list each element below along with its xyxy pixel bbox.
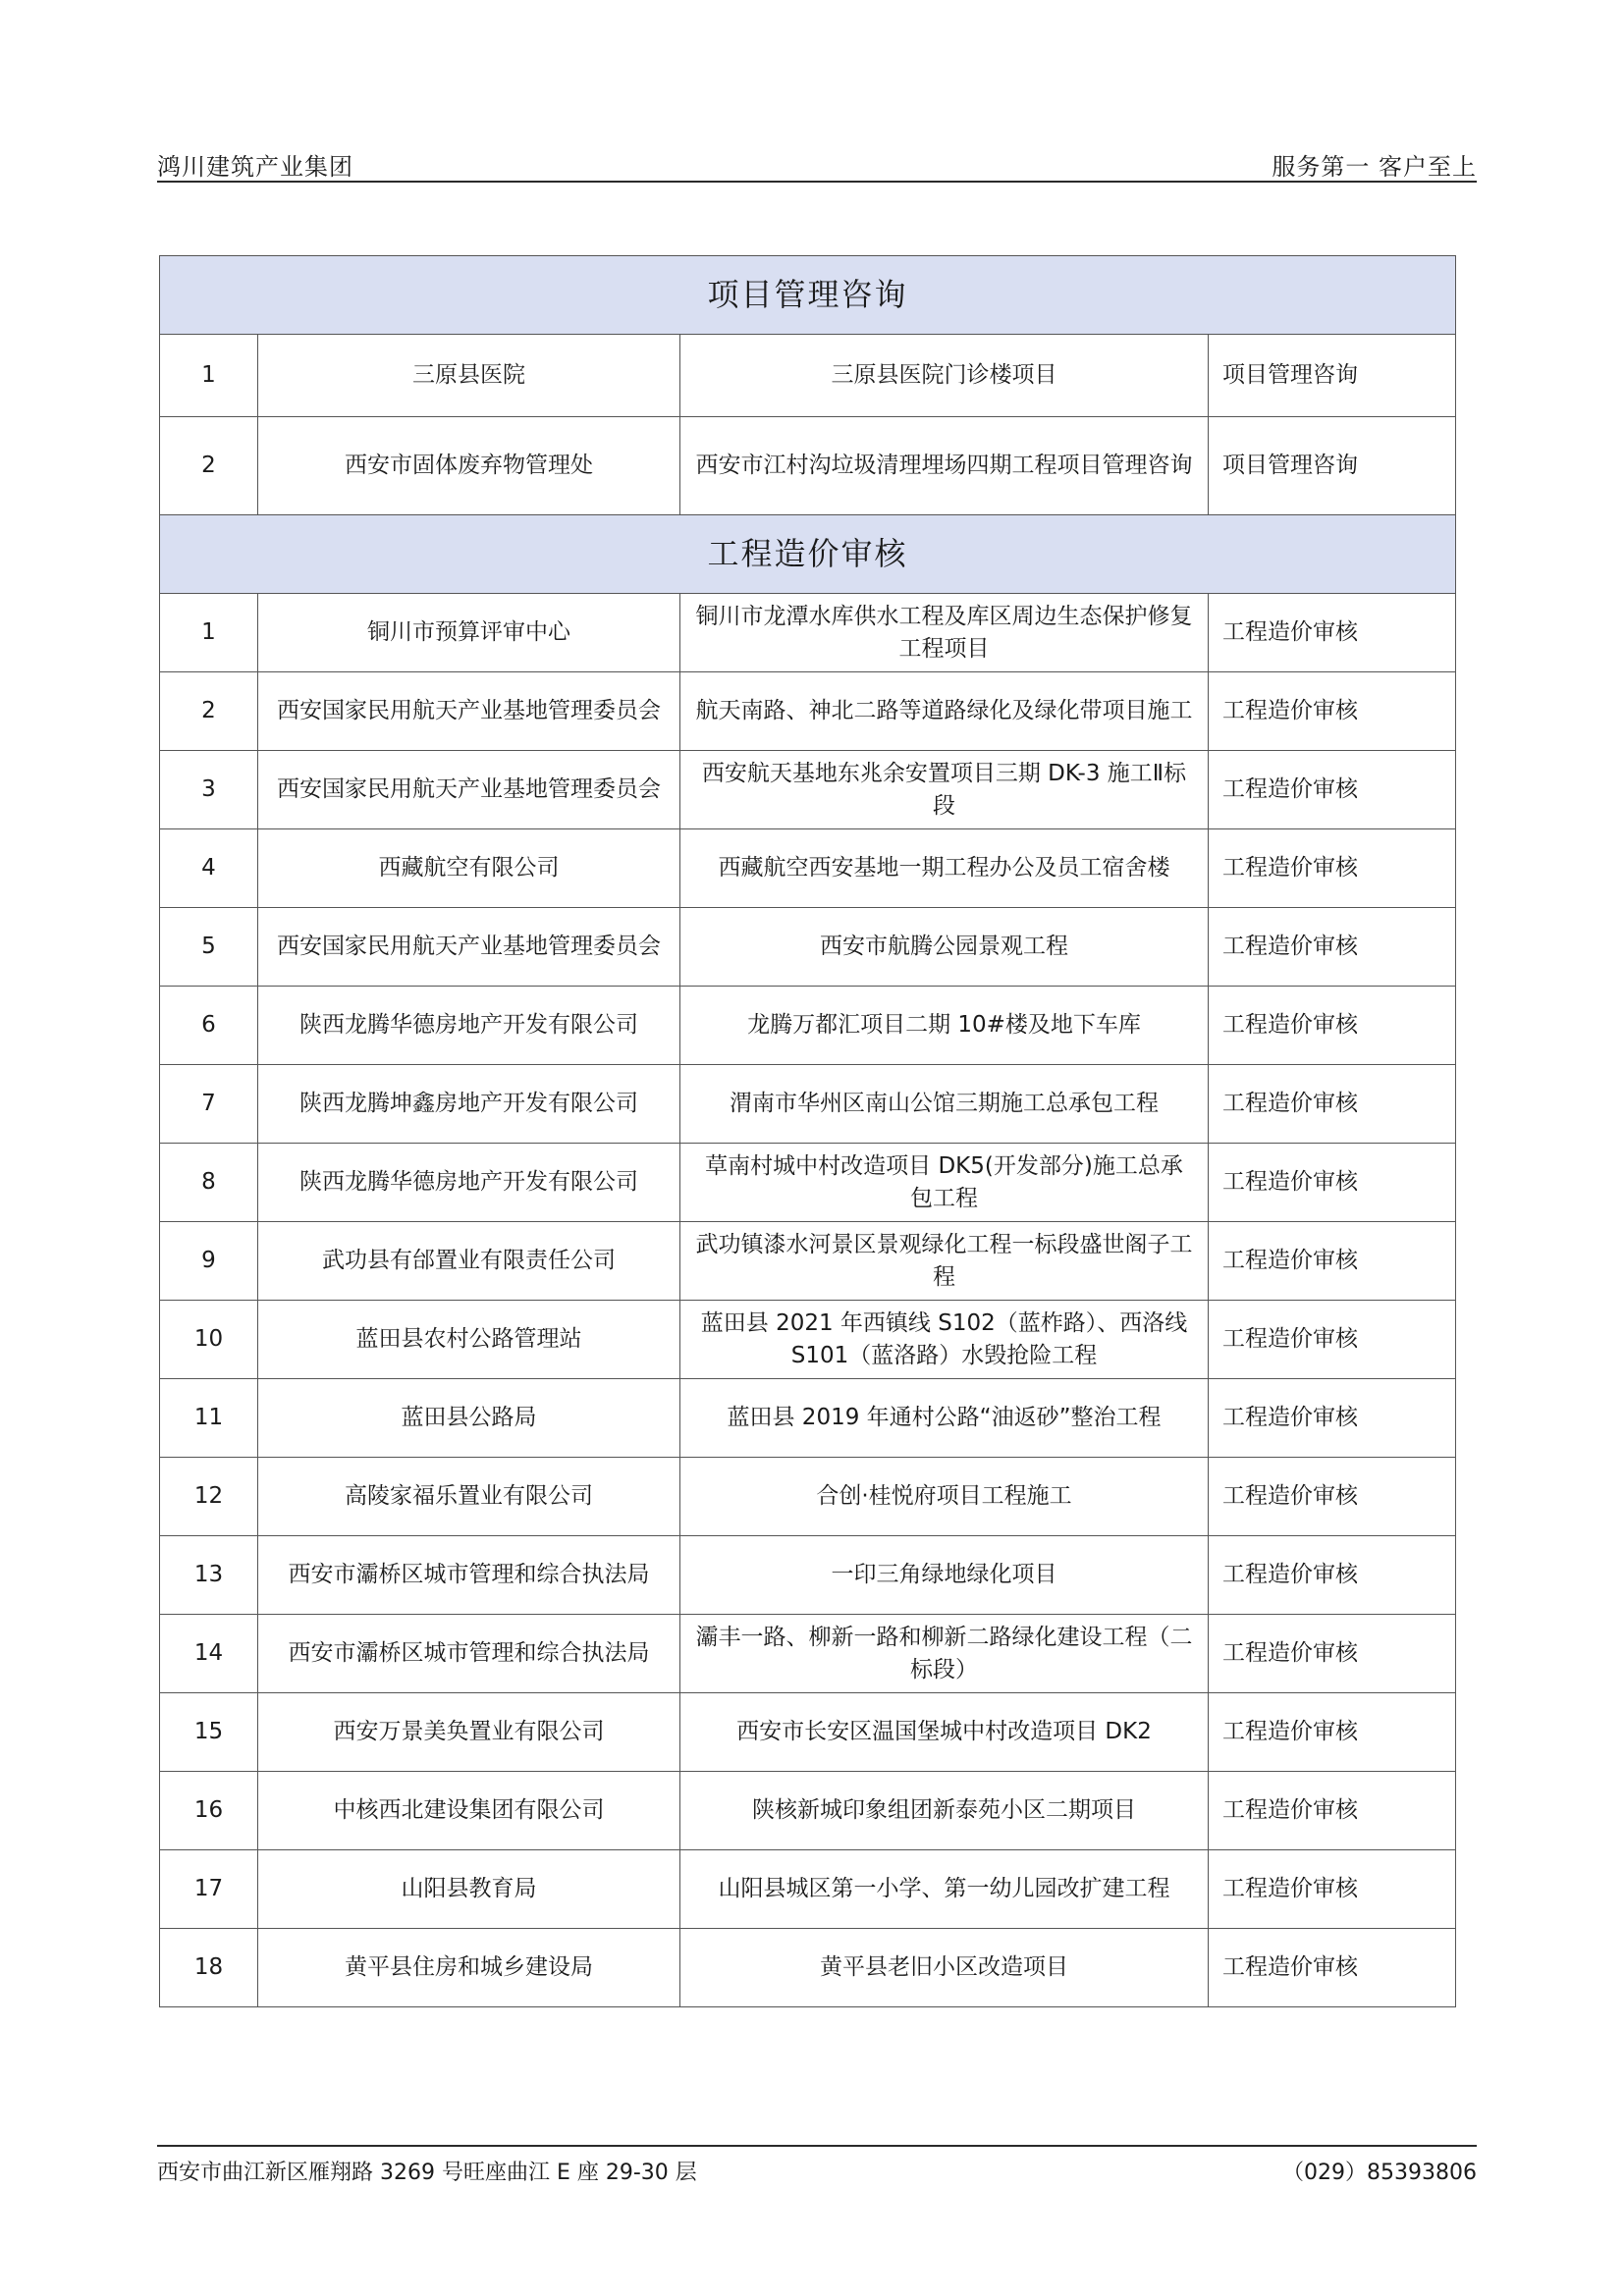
row-project: 蓝田县 2021 年西镇线 S102（蓝柞路）、西洛线 S101（蓝洛路）水毁抢险工程 xyxy=(680,1301,1209,1379)
table-row xyxy=(160,1772,1456,1850)
row-client: 西安国家民用航天产业基地管理委员会 xyxy=(258,672,680,751)
table-row xyxy=(160,1850,1456,1929)
row-number: 1 xyxy=(160,335,258,417)
row-client: 陕西龙腾华德房地产开发有限公司 xyxy=(258,987,680,1065)
row-number: 13 xyxy=(160,1536,258,1615)
row-client: 西安国家民用航天产业基地管理委员会 xyxy=(258,908,680,987)
row-service-type: 工程造价审核 xyxy=(1209,908,1456,987)
row-number: 2 xyxy=(160,672,258,751)
footer-phone: （029）85393806 xyxy=(1282,2161,1477,2185)
row-project: 山阳县城区第一小学、第一幼儿园改扩建工程 xyxy=(680,1850,1209,1929)
table-row xyxy=(160,908,1456,987)
row-number: 10 xyxy=(160,1301,258,1379)
row-client: 西藏航空有限公司 xyxy=(258,829,680,908)
row-project: 蓝田县 2019 年通村公路“油返砂”整治工程 xyxy=(680,1379,1209,1458)
row-client: 铜川市预算评审中心 xyxy=(258,594,680,672)
row-number: 4 xyxy=(160,829,258,908)
row-client: 西安市固体废弃物管理处 xyxy=(258,417,680,515)
row-client: 蓝田县农村公路管理站 xyxy=(258,1301,680,1379)
row-service-type: 项目管理咨询 xyxy=(1209,335,1456,417)
table-row xyxy=(160,987,1456,1065)
row-client: 西安市灞桥区城市管理和综合执法局 xyxy=(258,1536,680,1615)
row-client: 西安万景美奂置业有限公司 xyxy=(258,1693,680,1772)
row-project: 陕核新城印象组团新泰苑小区二期项目 xyxy=(680,1772,1209,1850)
row-number: 18 xyxy=(160,1929,258,2007)
header-divider xyxy=(157,181,1477,183)
table-row xyxy=(160,829,1456,908)
row-service-type: 工程造价审核 xyxy=(1209,1222,1456,1301)
row-service-type: 工程造价审核 xyxy=(1209,987,1456,1065)
row-service-type: 工程造价审核 xyxy=(1209,594,1456,672)
section-title: 工程造价审核 xyxy=(160,515,1456,594)
footer-divider xyxy=(157,2145,1477,2147)
row-number: 14 xyxy=(160,1615,258,1693)
row-service-type: 工程造价审核 xyxy=(1209,1301,1456,1379)
row-service-type: 工程造价审核 xyxy=(1209,751,1456,829)
row-project: 草南村城中村改造项目 DK5(开发部分)施工总承包工程 xyxy=(680,1144,1209,1222)
row-number: 9 xyxy=(160,1222,258,1301)
section-header-row xyxy=(160,256,1456,335)
table-row xyxy=(160,1536,1456,1615)
row-client: 陕西龙腾坤鑫房地产开发有限公司 xyxy=(258,1065,680,1144)
row-number: 17 xyxy=(160,1850,258,1929)
row-service-type: 工程造价审核 xyxy=(1209,672,1456,751)
row-client: 陕西龙腾华德房地产开发有限公司 xyxy=(258,1144,680,1222)
row-project: 武功镇漆水河景区景观绿化工程一标段盛世阁子工程 xyxy=(680,1222,1209,1301)
row-project: 三原县医院门诊楼项目 xyxy=(680,335,1209,417)
row-service-type: 工程造价审核 xyxy=(1209,1850,1456,1929)
row-client: 山阳县教育局 xyxy=(258,1850,680,1929)
row-project: 铜川市龙潭水库供水工程及库区周边生态保护修复工程项目 xyxy=(680,594,1209,672)
row-number: 8 xyxy=(160,1144,258,1222)
table-row xyxy=(160,417,1456,515)
row-number: 6 xyxy=(160,987,258,1065)
row-number: 3 xyxy=(160,751,258,829)
row-service-type: 工程造价审核 xyxy=(1209,829,1456,908)
row-project: 西安航天基地东兆余安置项目三期 DK-3 施工Ⅱ标段 xyxy=(680,751,1209,829)
table-row xyxy=(160,1301,1456,1379)
row-number: 5 xyxy=(160,908,258,987)
row-client: 蓝田县公路局 xyxy=(258,1379,680,1458)
row-number: 11 xyxy=(160,1379,258,1458)
row-project: 航天南路、神北二路等道路绿化及绿化带项目施工 xyxy=(680,672,1209,751)
row-project: 黄平县老旧小区改造项目 xyxy=(680,1929,1209,2007)
section-header-row xyxy=(160,515,1456,594)
row-service-type: 工程造价审核 xyxy=(1209,1693,1456,1772)
table-row xyxy=(160,672,1456,751)
row-number: 15 xyxy=(160,1693,258,1772)
row-project: 西安市航腾公园景观工程 xyxy=(680,908,1209,987)
project-table xyxy=(159,255,1456,2007)
row-project: 灞丰一路、柳新一路和柳新二路绿化建设工程（二标段） xyxy=(680,1615,1209,1693)
table-row xyxy=(160,335,1456,417)
row-client: 三原县医院 xyxy=(258,335,680,417)
row-client: 高陵家福乐置业有限公司 xyxy=(258,1458,680,1536)
row-service-type: 工程造价审核 xyxy=(1209,1379,1456,1458)
row-number: 1 xyxy=(160,594,258,672)
row-project: 合创·桂悦府项目工程施工 xyxy=(680,1458,1209,1536)
row-client: 武功县有邰置业有限责任公司 xyxy=(258,1222,680,1301)
section-title: 项目管理咨询 xyxy=(160,256,1456,335)
row-service-type: 项目管理咨询 xyxy=(1209,417,1456,515)
row-service-type: 工程造价审核 xyxy=(1209,1536,1456,1615)
table-row xyxy=(160,594,1456,672)
table-row xyxy=(160,1615,1456,1693)
header-slogan: 服务第一 客户至上 xyxy=(1272,153,1477,181)
row-service-type: 工程造价审核 xyxy=(1209,1065,1456,1144)
row-project: 渭南市华州区南山公馆三期施工总承包工程 xyxy=(680,1065,1209,1144)
row-client: 西安国家民用航天产业基地管理委员会 xyxy=(258,751,680,829)
row-client: 中核西北建设集团有限公司 xyxy=(258,1772,680,1850)
row-number: 7 xyxy=(160,1065,258,1144)
row-service-type: 工程造价审核 xyxy=(1209,1929,1456,2007)
row-project: 西安市江村沟垃圾清理埋场四期工程项目管理咨询 xyxy=(680,417,1209,515)
row-number: 12 xyxy=(160,1458,258,1536)
row-service-type: 工程造价审核 xyxy=(1209,1458,1456,1536)
table-row xyxy=(160,1693,1456,1772)
row-project: 一印三角绿地绿化项目 xyxy=(680,1536,1209,1615)
table-row xyxy=(160,1379,1456,1458)
row-number: 2 xyxy=(160,417,258,515)
row-project: 西藏航空西安基地一期工程办公及员工宿舍楼 xyxy=(680,829,1209,908)
row-project: 西安市长安区温国堡城中村改造项目 DK2 xyxy=(680,1693,1209,1772)
row-service-type: 工程造价审核 xyxy=(1209,1144,1456,1222)
table-row xyxy=(160,1144,1456,1222)
table-row xyxy=(160,1222,1456,1301)
row-client: 黄平县住房和城乡建设局 xyxy=(258,1929,680,2007)
row-client: 西安市灞桥区城市管理和综合执法局 xyxy=(258,1615,680,1693)
footer-address: 西安市曲江新区雁翔路 3269 号旺座曲江 E 座 29-30 层 xyxy=(157,2161,697,2185)
table-row xyxy=(160,751,1456,829)
row-number: 16 xyxy=(160,1772,258,1850)
row-service-type: 工程造价审核 xyxy=(1209,1615,1456,1693)
header-company: 鸿川建筑产业集团 xyxy=(157,153,353,181)
row-project: 龙腾万都汇项目二期 10#楼及地下车库 xyxy=(680,987,1209,1065)
row-service-type: 工程造价审核 xyxy=(1209,1772,1456,1850)
table-row xyxy=(160,1458,1456,1536)
table-row xyxy=(160,1929,1456,2007)
table-row xyxy=(160,1065,1456,1144)
project-table-body xyxy=(160,256,1456,2007)
